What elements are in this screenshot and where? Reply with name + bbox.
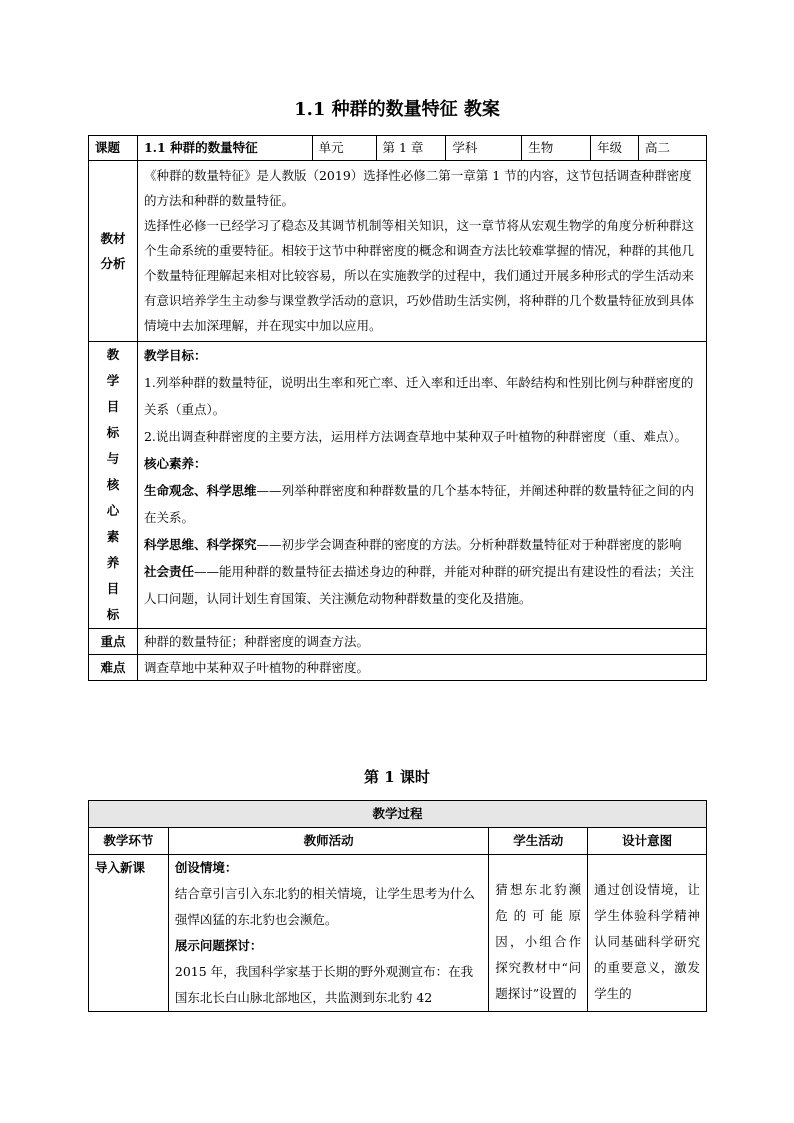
lesson-title: 第 1 课时 xyxy=(364,768,430,786)
key-point-text: 种群的数量特征；种群密度的调查方法。 xyxy=(137,629,706,655)
difficulty-text: 调查草地中某种双子叶植物的种群密度。 xyxy=(137,655,706,681)
topic-value: 1.1 种群的数量特征 xyxy=(137,136,312,161)
grade-value: 高二 xyxy=(639,136,707,161)
teacher-heading-1: 创设情境： xyxy=(174,860,238,875)
key-point-row xyxy=(89,629,707,655)
teacher-heading-2: 展示问题探讨： xyxy=(174,938,263,953)
analysis-label: 教材 分析 xyxy=(89,161,138,342)
difficulty-row xyxy=(89,655,707,681)
design-intent: 通过创设情境，让学生体验科学精神认同基础科学研究的重要意义，激发学生的 xyxy=(588,855,707,1012)
unit-label: 单元 xyxy=(312,136,376,161)
core-1: 生命观念、科学思维——列举种群密度和种群数量的几个基本特征，并阐述种群的数量特征之间的内在关系。 xyxy=(143,483,694,525)
col-student: 学生活动 xyxy=(489,828,588,855)
topic-label: 课题 xyxy=(89,136,138,161)
core-3: 社会责任——能用种群的数量特征去描述身边的种群，并能对种群的研究提出有建设性的看法；关注人口问题，认同计划生育国策、关注濒危动物种群数量的变化及措施。 xyxy=(143,564,694,606)
goals-label: 教 学 目 标 与 核 心 素 养 目 标 xyxy=(89,342,138,629)
teacher-text-1: 结合章引言引入东北豹的相关情境，让学生思考为什么强悍凶猛的东北豹也会濒危。 xyxy=(174,886,475,927)
process-heading: 教学过程 xyxy=(89,801,707,828)
student-activity: 猜想东北豹濒危的可能原因，小组合作探究教材中“问题探讨”设置的 xyxy=(489,855,588,1012)
goal-1: 1.列举种群的数量特征，说明出生率和死亡率、迁入率和迁出率、年龄结构和性别比例与种群密度的关系（重点）。 xyxy=(143,375,694,417)
lesson-info-table xyxy=(88,135,707,681)
goal-2: 2.说出调查种群密度的主要方法，运用样方法调查草地中某种双子叶植物的种群密度（重、难点）。 xyxy=(143,429,688,444)
subject-value: 生物 xyxy=(522,136,591,161)
process-row-intro xyxy=(89,855,707,1012)
core-2: 科学思维、科学探究——初步学会调查种群的密度的方法。分析种群数量特征对于种群密度的影响 xyxy=(143,537,682,552)
col-intent: 设计意图 xyxy=(588,828,707,855)
document-title: 1.1 种群的数量特征 教案 xyxy=(294,99,500,120)
process-table xyxy=(88,800,707,1012)
teacher-text-2: 2015 年，我国科学家基于长期的野外观测宣布：在我国东北长白山脉北部地区，共监测到东北豹 42 xyxy=(174,964,474,1005)
stage-intro: 导入新课 xyxy=(89,855,169,1012)
analysis-paragraph-2: 选择性必修一已经学习了稳态及其调节机制等相关知识，这一章节将从宏观生物学的角度分析种群这个生命系统的重要特征。相较于这节中种群密度的概念和调查方法比较难掌握的情况，种群的其他几个数量特征理解起来相对比较容易，所以在实施教学的过程中，我们通过开展多种形式的学生活动来有意识培养学生主动参与课堂教学活动的意识，巧妙借助生活实例，将种群的几个数量特征放到具体情境中去加深理解，并在现实中加以应用。 xyxy=(143,218,694,333)
difficulty-label: 难点 xyxy=(89,655,138,681)
header-row xyxy=(89,136,707,161)
core-heading: 核心素养： xyxy=(143,456,207,471)
key-point-label: 重点 xyxy=(89,629,138,655)
analysis-paragraph-1: 《种群的数量特征》是人教版（2019）选择性必修二第一章第 1 节的内容，这节包括调查种群密度的方法和种群的数量特征。 xyxy=(143,168,692,208)
subject-label: 学科 xyxy=(446,136,522,161)
analysis-row xyxy=(89,161,707,342)
col-stage: 教学环节 xyxy=(89,828,169,855)
goals-row xyxy=(89,342,707,629)
col-teacher: 教师活动 xyxy=(168,828,488,855)
goals-heading: 教学目标： xyxy=(143,348,207,363)
grade-label: 年级 xyxy=(591,136,639,161)
unit-value: 第 1 章 xyxy=(376,136,446,161)
